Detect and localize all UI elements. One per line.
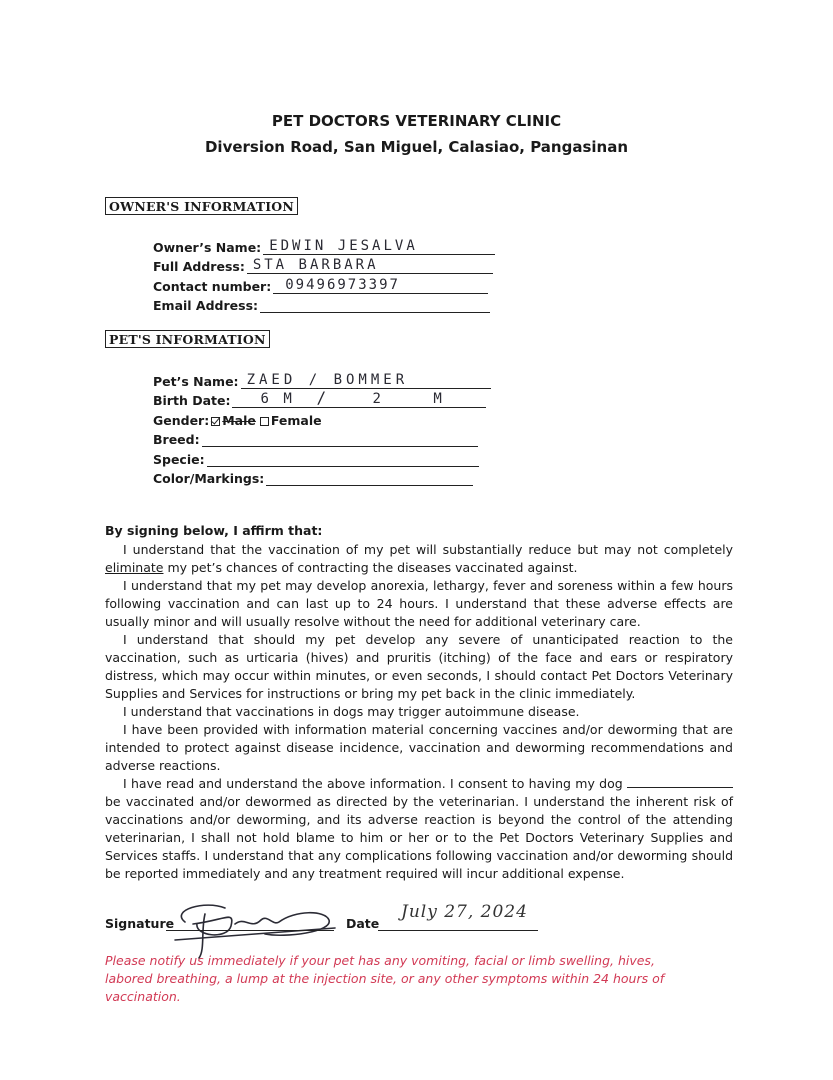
pet-fields: [153, 369, 491, 486]
owner-name-label: Owner’s Name:: [153, 239, 262, 255]
female-checkbox[interactable]: [260, 417, 269, 426]
birth-date-row: [153, 389, 491, 409]
consent-paragraph-1: [105, 541, 733, 577]
handwritten-signature: [165, 880, 345, 960]
pet-name-field[interactable]: [241, 372, 491, 389]
signature-field[interactable]: [166, 930, 334, 931]
clinic-header: [0, 112, 833, 156]
email-row: [153, 294, 495, 314]
contact-field[interactable]: [273, 277, 488, 294]
specie-label: Specie:: [153, 451, 205, 467]
consent-p6-a: I have read and understand the above information. I consent to having my dog: [123, 776, 627, 791]
consent-p1-a: I understand that the vaccination of my pet will substantially reduce but may not completely: [123, 542, 733, 557]
dog-name-blank[interactable]: [627, 776, 733, 788]
color-field[interactable]: [266, 469, 473, 486]
contact-label: Contact number:: [153, 278, 272, 294]
color-label: Color/Markings:: [153, 471, 265, 486]
pet-name-row: [153, 369, 491, 389]
male-label: Male: [222, 412, 256, 428]
breed-field[interactable]: [202, 430, 478, 447]
pet-name-value: ZAED / BOMMER: [246, 371, 409, 388]
male-checkbox[interactable]: [211, 417, 220, 426]
consent-p6-b: be vaccinated and/or dewormed as directed by the veterinarian. I understand the inherent risk of vaccinations and/or deworming, and its adverse reaction is beyond the control of the attending veterinarian, I shall not hold blame to him or her or to the Pet Doctors Veterinary Supplies and Services staffs. I understand that any complications following vaccination and/or deworming should be reported immediately and any treatment required will incur additional expense.: [105, 794, 733, 881]
clinic-name: PET DOCTORS VETERINARY CLINIC: [271, 112, 562, 130]
pet-name-label: Pet’s Name:: [153, 373, 239, 389]
full-address-value: STA BARBARA: [252, 257, 379, 273]
consent-paragraph-4: I understand that vaccinations in dogs may trigger autoimmune disease.: [123, 704, 580, 719]
owner-name-field[interactable]: [263, 238, 495, 255]
date-value: July 27, 2024: [401, 902, 528, 922]
birth-date-value-2: 2 M: [372, 391, 464, 407]
gender-male-option[interactable]: [211, 413, 256, 428]
date-field[interactable]: [378, 930, 538, 931]
contact-row: [153, 274, 495, 294]
owner-fields: [153, 235, 495, 313]
signature-label: Signature: [105, 916, 175, 931]
consent-paragraph-6: [105, 775, 733, 883]
specie-field[interactable]: [207, 450, 479, 467]
clinic-address: Diversion Road, San Miguel, Calasiao, Pangasinan: [204, 138, 628, 156]
consent-paragraph-3: I understand that should my pet develop any severe of unanticipated reaction to the vaccination, such as urticaria (hives) and pruritis (itching) of the face and ears or respiratory distress, which may occur within minutes, or even seconds, I should contact Pet Doctors Veterinary Supplies and Services for instructions or bring my pet back in the clinic immediately.: [105, 632, 733, 701]
consent-paragraph-5: I have been provided with information material concerning vaccines and/or deworming that are intended to protect against disease incidence, vaccination and deworming recommendations and adverse reactions.: [105, 722, 733, 773]
consent-intro: By signing below, I affirm that:: [105, 523, 323, 538]
gender-label: Gender:: [153, 412, 210, 428]
breed-label: Breed:: [153, 432, 200, 447]
pet-section-title: PET'S INFORMATION: [105, 330, 270, 348]
owner-name-row: [153, 235, 495, 255]
color-row: [153, 467, 491, 487]
birth-date-field[interactable]: [232, 388, 486, 408]
gender-female-option[interactable]: [260, 413, 322, 428]
aftercare-notice: Please notify us immediately if your pet has any vomiting, facial or limb swelling, hives, labored breathing, a lump at the injection site, or any other symptoms within 24 hours of vaccination.: [105, 953, 665, 1004]
gender-row: [153, 408, 491, 428]
specie-row: [153, 447, 491, 467]
full-address-label: Full Address:: [153, 259, 245, 274]
owner-section-title: OWNER'S INFORMATION: [105, 197, 298, 215]
consent-text: [105, 522, 733, 883]
birth-date-value-1: 6 M: [260, 391, 295, 407]
email-label: Email Address:: [153, 298, 259, 313]
full-address-field[interactable]: [247, 257, 493, 274]
consent-p1-underlined: eliminate: [105, 560, 164, 575]
slash-mark: /: [316, 388, 330, 407]
contact-value: 09496973397: [285, 276, 400, 293]
email-field[interactable]: [260, 296, 490, 313]
owner-name-value: EDWIN JESALVA: [269, 237, 418, 254]
female-label: Female: [270, 412, 322, 428]
consent-p1-b: my pet’s chances of contracting the diseases vaccinated against.: [163, 560, 578, 575]
birth-date-label: Birth Date:: [153, 393, 231, 408]
consent-paragraph-2: I understand that my pet may develop anorexia, lethargy, fever and soreness within a few hours following vaccination and can last up to 24 hours. I understand that these adverse effects are usually minor and will usually resolve without the need for additional veterinary care.: [105, 578, 733, 629]
full-address-row: [153, 255, 495, 275]
date-label: Date: [346, 916, 380, 931]
breed-row: [153, 428, 491, 448]
